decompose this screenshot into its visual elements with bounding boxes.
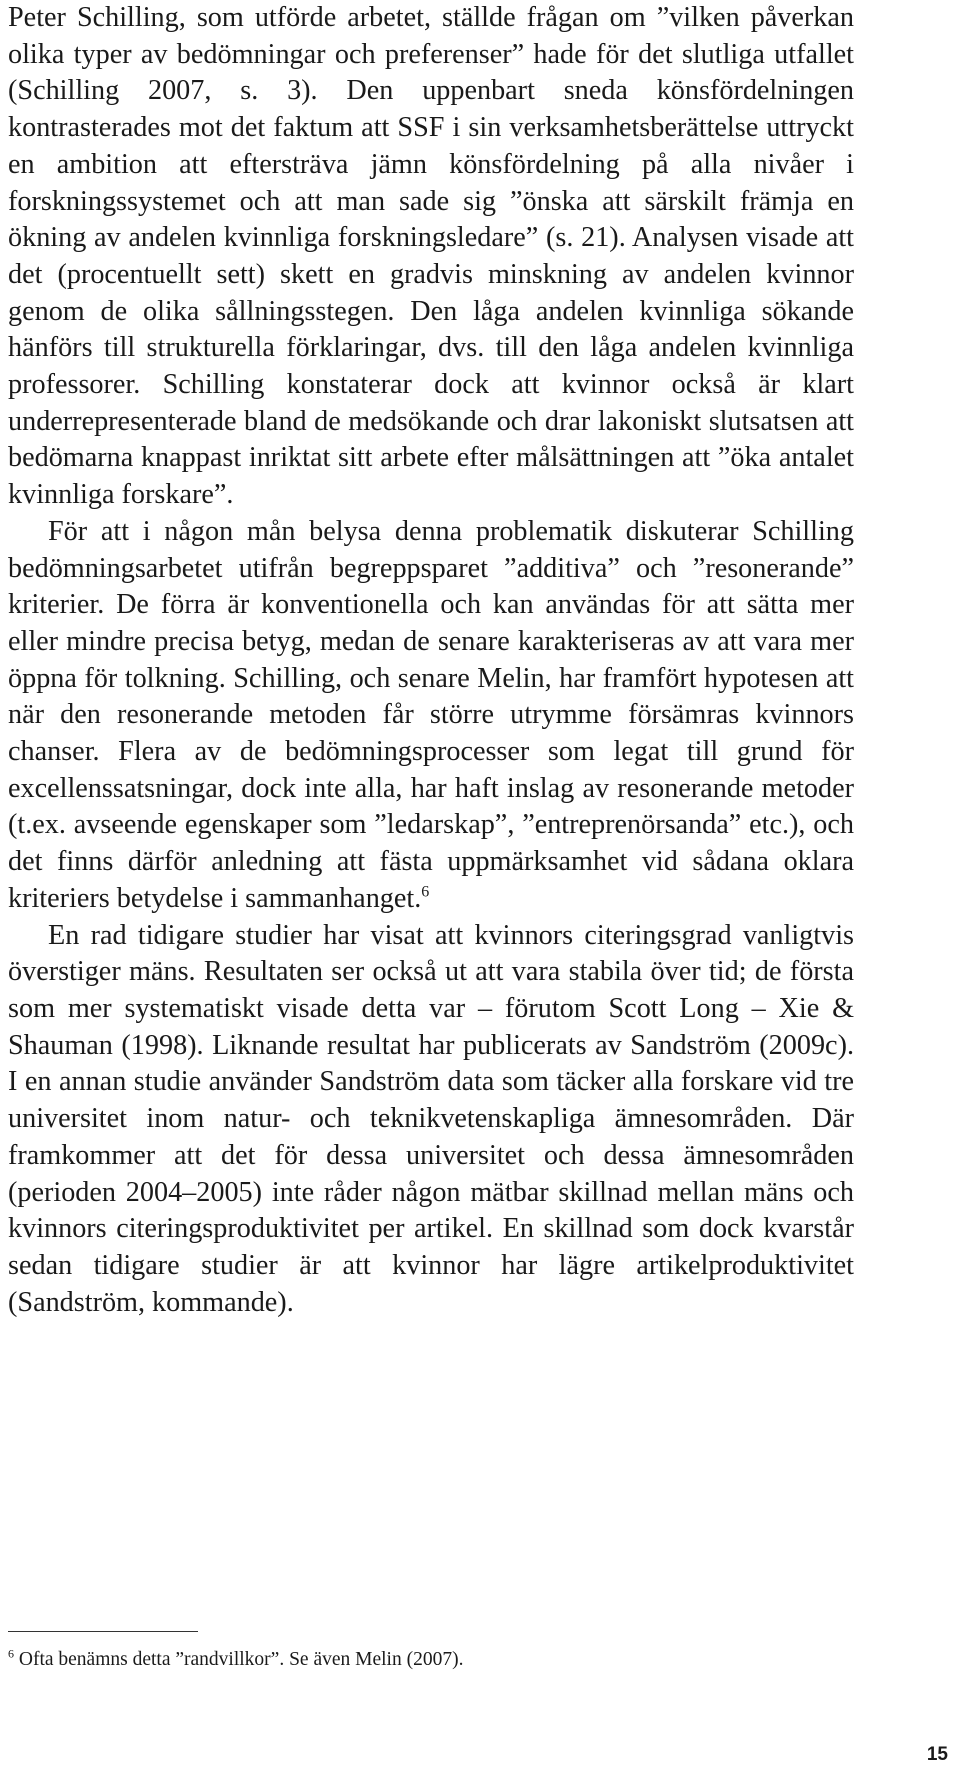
paragraph-3 <box>8 918 854 1322</box>
paragraph-1 <box>8 0 854 514</box>
footnote <box>8 1648 854 1672</box>
paragraph-3-text: En rad tidigare studier har visat att kvinnors citeringsgrad vanligtvis överstiger mäns. Resultaten ser också ut att vara stabila över tid; de första som mer systematiskt visade detta var – förutom Scott Long – Xie & Shauman (1998). Liknande resultat har publicerats av Sandström (2009c). I en annan studie använder Sandström data som täcker alla forskare vid tre universitet inom natur- och teknikvetenskapliga ämnesområden. Där framkommer att det för dessa universitet och dessa ämnesområden (perioden 2004–2005) inte råder någon mätbar skillnad mellan mäns och kvinnors citeringsproduktivitet per artikel. En skillnad som dock kvarstår sedan tidigare studier är att kvinnor har lägre artikelproduktivitet (Sandström, kommande). <box>8 919 854 1318</box>
footnote-reference[interactable]: 6 <box>421 883 430 901</box>
footnote-divider <box>8 1631 198 1632</box>
paragraph-1-text: Peter Schilling, som utförde arbetet, ställde frågan om ”vilken påverkan olika typer av bedömningar och preferenser” hade för det slutliga utfallet (Schilling 2007, s. 3). Den uppenbart sneda könsfördelningen kontrasterades mot det faktum att SSF i sin verksamhetsberättelse uttryckt en ambition att eftersträva jämn könsfördelning på alla nivåer i forskningssystemet och att man sade sig ”önska att särskilt främja en ökning av andelen kvinnliga forskningsledare” (s. 21). Analysen visade att det (procentuellt sett) skett en gradvis minskning av andelen kvinnor genom de olika sållningsstegen. Den låga andelen kvinnliga sökande hänförs till strukturella förklaringar, dvs. till den låga andelen kvinnliga professorer. Schilling konstaterar dock att kvinnor också är klart underrepresenterade bland de medsökande och drar lakoniskt slutsatsen att bedömarna knappast inriktat sitt arbete efter målsättningen att ”öka antalet kvinnliga forskare”. <box>8 2 854 511</box>
footnote-text: Ofta benämns detta ”randvillkor”. Se även Melin (2007). <box>18 1649 464 1670</box>
footnote-number: 6 <box>8 1646 14 1661</box>
page-number: 15 <box>926 1744 948 1765</box>
paragraph-2 <box>8 514 854 918</box>
paragraph-2-text: För att i någon mån belysa denna problematik diskuterar Schilling bedömningsarbetet utifrån begreppsparet ”additiva” och ”resonerande” kriterier. De förra är konventionella och kan användas för att sätta mer eller mindre precisa betyg, medan de senare karakteriseras av att vara mer öppna för tolkning. Schilling, och senare Melin, har framfört hypotesen att när den resonerande metoden får större utrymme försämras kvinnors chanser. Flera av de bedömningsprocesser som legat till grund för excellenssatsningar, dock inte alla, har haft inslag av resonerande metoder (t.ex. avseende egenskaper som ”ledarskap”, ”entreprenörsanda” etc.), och det finns därför anledning att fästa uppmärksamhet vid sådana oklara kriteriers betydelse i sammanhanget. <box>8 515 854 914</box>
body-text <box>8 0 854 1321</box>
